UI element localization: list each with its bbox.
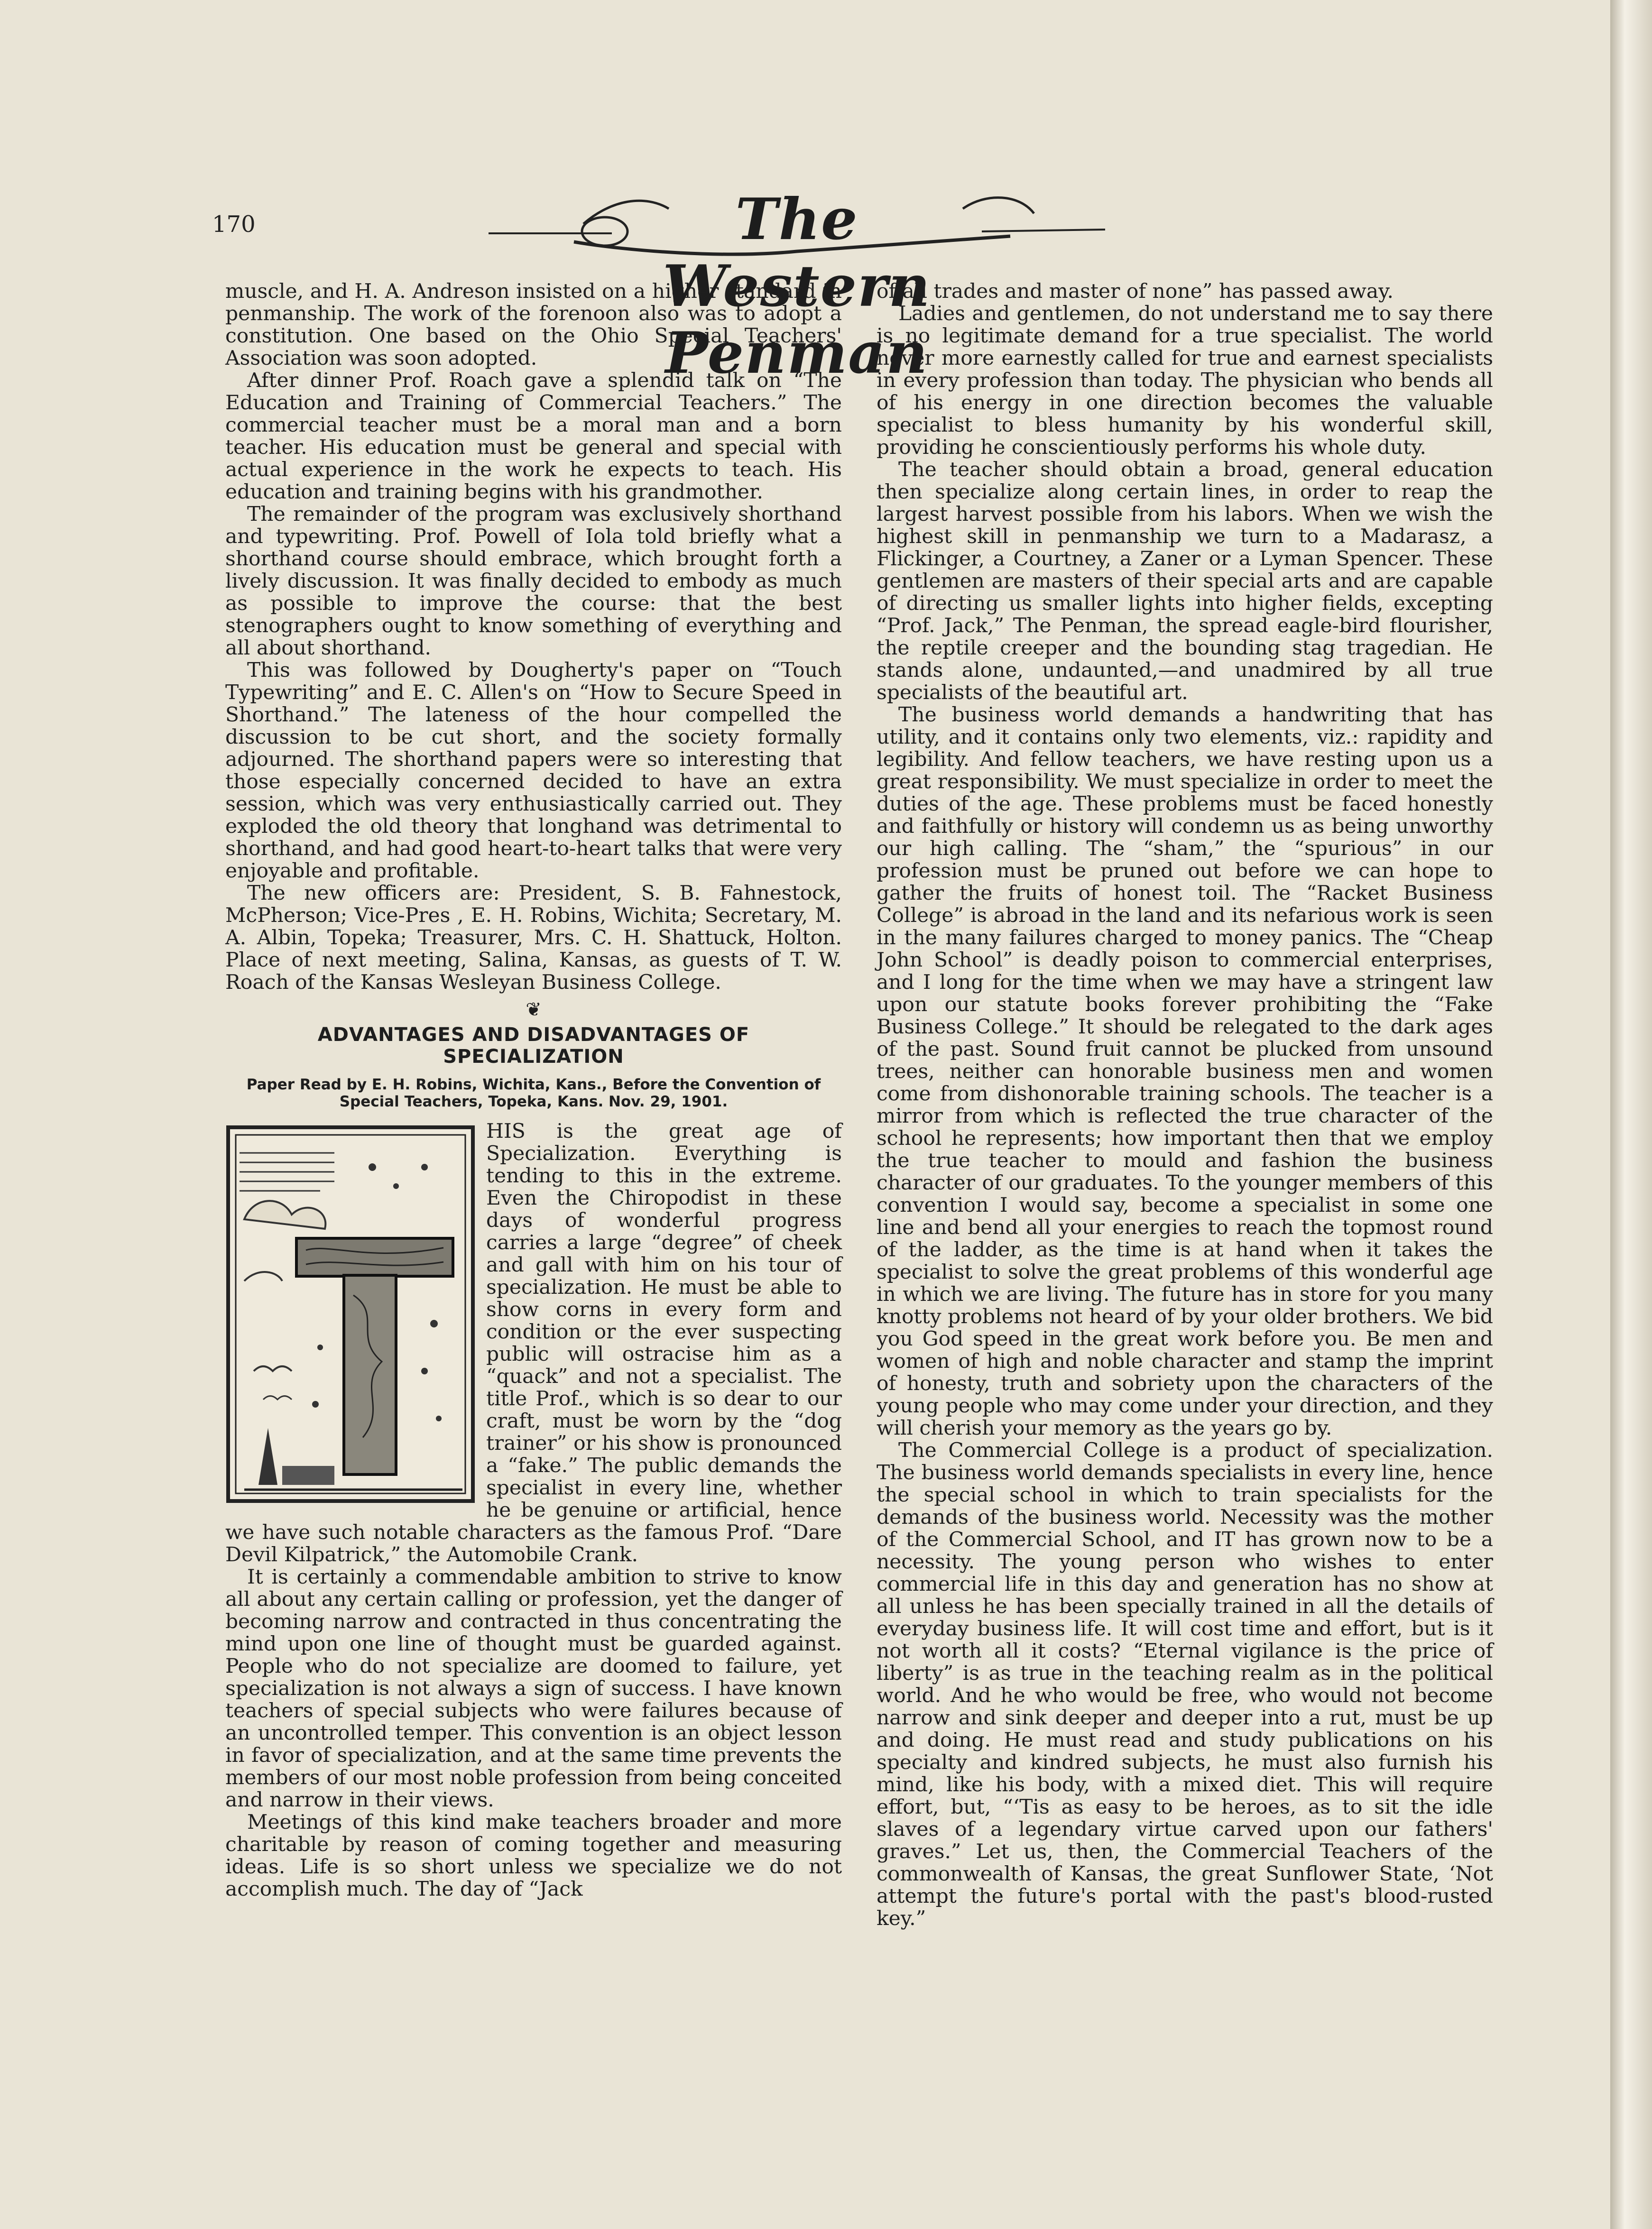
- paragraph: of all trades and master of none” has passed away.: [877, 279, 1394, 303]
- paragraph: The teacher should obtain a broad, general education then specialize along certain lines, in order to reap the largest harvest possible from his labors. When we wish the highest skill in penmanship we turn to a Madarasz, a Flickinger, a Courtney, a Zaner or a Lyman Spencer. These gentlemen are masters of their special arts and are capable of directing us smaller lights into higher fields, excepting “Prof. Jack,” The Penman, the spread eagle-bird flourisher, the reptile creeper and the bounding stag tragedian. He stands alone, undaunted,—and unadmired by all true specialists of the beautiful art.: [877, 458, 1493, 704]
- paragraph: The business world demands a handwriting that has utility, and it contains only two elements, viz.: rapidity and legibility. And fellow teachers, we have resting upon us a great responsibility. We must specialize in order to meet the duties of the age. These problems must be faced honestly and faithfully or history will condemn us as being unworthy our high calling. The “sham,” the “spurious” in our profession must be pruned out before we can hope to gather the fruits of honest toil. The “Racket Business College” is abroad in the land and its nefarious work is seen in the many failures charged to money panics. The “Cheap John School” is deadly poison to commercial enterprises, and I long for the time when we may have a stringent law upon our statute books forever prohibiting the “Fake Business College.” It should be relegated to the dark ages of the past. Sound fruit cannot be plucked from unsound trees, neither can honorable business men and women come from dishonorable training schools. The teacher is a mirror from which is reflected the true character of the school he represents; how important then that we employ the true teacher to mould and fashion the business character of our graduates. To the younger members of this convention I would say, become a specialist in some one line and bend all your energies to reach the topmost round of the ladder, as the time is at hand when it takes the specialist to solve the great problems of this wonderful age in which we are living. The future has in store for you many knotty problems not heard of by your older brothers. We bid you God speed in the great work before you. Be men and women of high and noble character and stamp the imprint of honesty, truth and sobriety upon the characters of the young people who may come under your direction, and they will cherish your memory as the years go by.: [877, 703, 1493, 1439]
- drop-cap-illustration: [225, 1124, 476, 1504]
- paragraph: After dinner Prof. Roach gave a splendid talk on “The Education and Training of Commercial Teachers.” The commercial teacher must be a moral man and a born teacher. His education must be general and special with actual experience in the work he expects to teach. His education and training begins with his grandmother.: [225, 368, 842, 503]
- paragraph: muscle, and H. A. Andreson insisted on a higher standard in penmanship. The work of the forenoon also was to adopt a constitution. One based on the Ohio Special Teachers' Association was soon adopted.: [225, 279, 842, 369]
- page-number: 170: [212, 211, 256, 238]
- section-divider-ornament: ❦: [526, 999, 542, 1021]
- left-column: [225, 280, 842, 1900]
- paragraph: The new officers are: President, S. B. Fahnestock, McPherson; Vice-Pres , E. H. Robins, Wichita; Secretary, M. A. Albin, Topeka; Treasurer, Mrs. C. H. Shattuck, Holton. Place of next meeting, Salina, Kansas, as guests of T. W. Roach of the Kansas Wesleyan Business College.: [225, 881, 842, 994]
- paragraph: This was followed by Dougherty's paper on “Touch Typewriting” and E. C. Allen's on “How to Secure Speed in Shorthand.” The lateness of the hour compelled the discussion to be cut short, and the society formally adjourned. The shorthand papers were so interesting that those especially concerned decided to have an extra session, which was very enthusiastically carried out. They exploded the old theory that longhand was detrimental to shorthand, and had good heart-to-heart talks that were very enjoyable and profitable.: [225, 658, 842, 882]
- paragraph: Meetings of this kind make teachers broader and more charitable by reason of coming together and measuring ideas. Life is so short unless we specialize we do not accomplish much. The day of “Jack: [225, 1810, 842, 1900]
- book-spine-edge: [1610, 0, 1652, 2229]
- article-byline: Paper Read by E. H. Robins, Wichita, Kans., Before the Convention of Special Teachers, Topeka, Kans. Nov. 29, 1901.: [246, 1076, 821, 1110]
- masthead-title: The Western Penman: [663, 186, 931, 387]
- article-title: ADVANTAGES AND DISADVANTAGES OF SPECIALIZATION: [317, 1024, 750, 1068]
- drop-cap-t-image: [225, 1124, 476, 1504]
- paragraph: The remainder of the program was exclusively shorthand and typewriting. Prof. Powell of Iola told briefly what a shorthand course should embrace, which brought forth a lively discussion. It was finally decided to embody as much as possible to improve the course: that the best stenographers ought to know something of everything and all about shorthand.: [225, 502, 842, 659]
- paragraph: It is certainly a commendable ambition to strive to know all about any certain calling or profession, yet the danger of becoming narrow and contracted in thus concentrating the mind upon one line of thought must be guarded against. People who do not specialize are doomed to failure, yet specialization is not always a sign of success. I have known teachers of special subjects who were failures because of an uncontrolled temper. This convention is an object lesson in favor of specialization, and at the same time prevents the members of our most noble profession from being conceited and narrow in their views.: [225, 1565, 842, 1811]
- paragraph: The Commercial College is a product of specialization. The business world demands specialists in every line, hence the special school in which to train specialists for the demands of the business world. Necessity was the mother of the Commercial School, and IT has grown now to be a necessity. The young person who wishes to enter commercial life in this day and generation has no show at all unless he has been specially trained in all the details of everyday business life. It will cost time and effort, but is it not worth all it costs? “Eternal vigilance is the price of liberty” is as true in the teaching realm as in the political world. And he who would be free, who would not become narrow and sink deeper and deeper into a rut, must be up and doing. He must read and study publications on his specialty and kindred subjects, he must also furnish his mind, like his body, with a mixed diet. This will require effort, but, “‘Tis as easy to be heroes, as to sit the idle slaves of a legendary virtue carved upon our fathers' graves.” Let us, then, the Commercial Teachers of the commonwealth of Kansas, the great Sunflower State, ‘Not attempt the future's portal with the past's blood-rusted key.”: [877, 1438, 1493, 1930]
- paragraph: HIS is the great age of Specialization. Everything is tending to this in the extreme. Even the Chiropodist in these days of wonderful progress carries a large “degree” of cheek and gall with him on his tour of specialization. He must be able to show corns in every form and condition or the ever suspecting public will ostracise him as a “quack” and not a specialist. The title Prof., which is so dear to our craft, must be worn by the “dog trainer” or his show is pronounced a “fake.” The public demands the specialist in every line, whether he be genuine or artificial, hence we have such notable characters as the famous Prof. “Dare Devil Kilpatrick,” the Automobile Crank.: [225, 1119, 842, 1566]
- right-column: [877, 280, 1493, 1929]
- paragraph: Ladies and gentlemen, do not understand me to say there is no legitimate demand for a true specialist. The world never more earnestly called for true and earnest specialists in every profession than today. The physician who bends all of his energy in one direction becomes the valuable specialist to bless humanity by his wonderful skill, providing he conscientiously performs his whole duty.: [877, 302, 1493, 459]
